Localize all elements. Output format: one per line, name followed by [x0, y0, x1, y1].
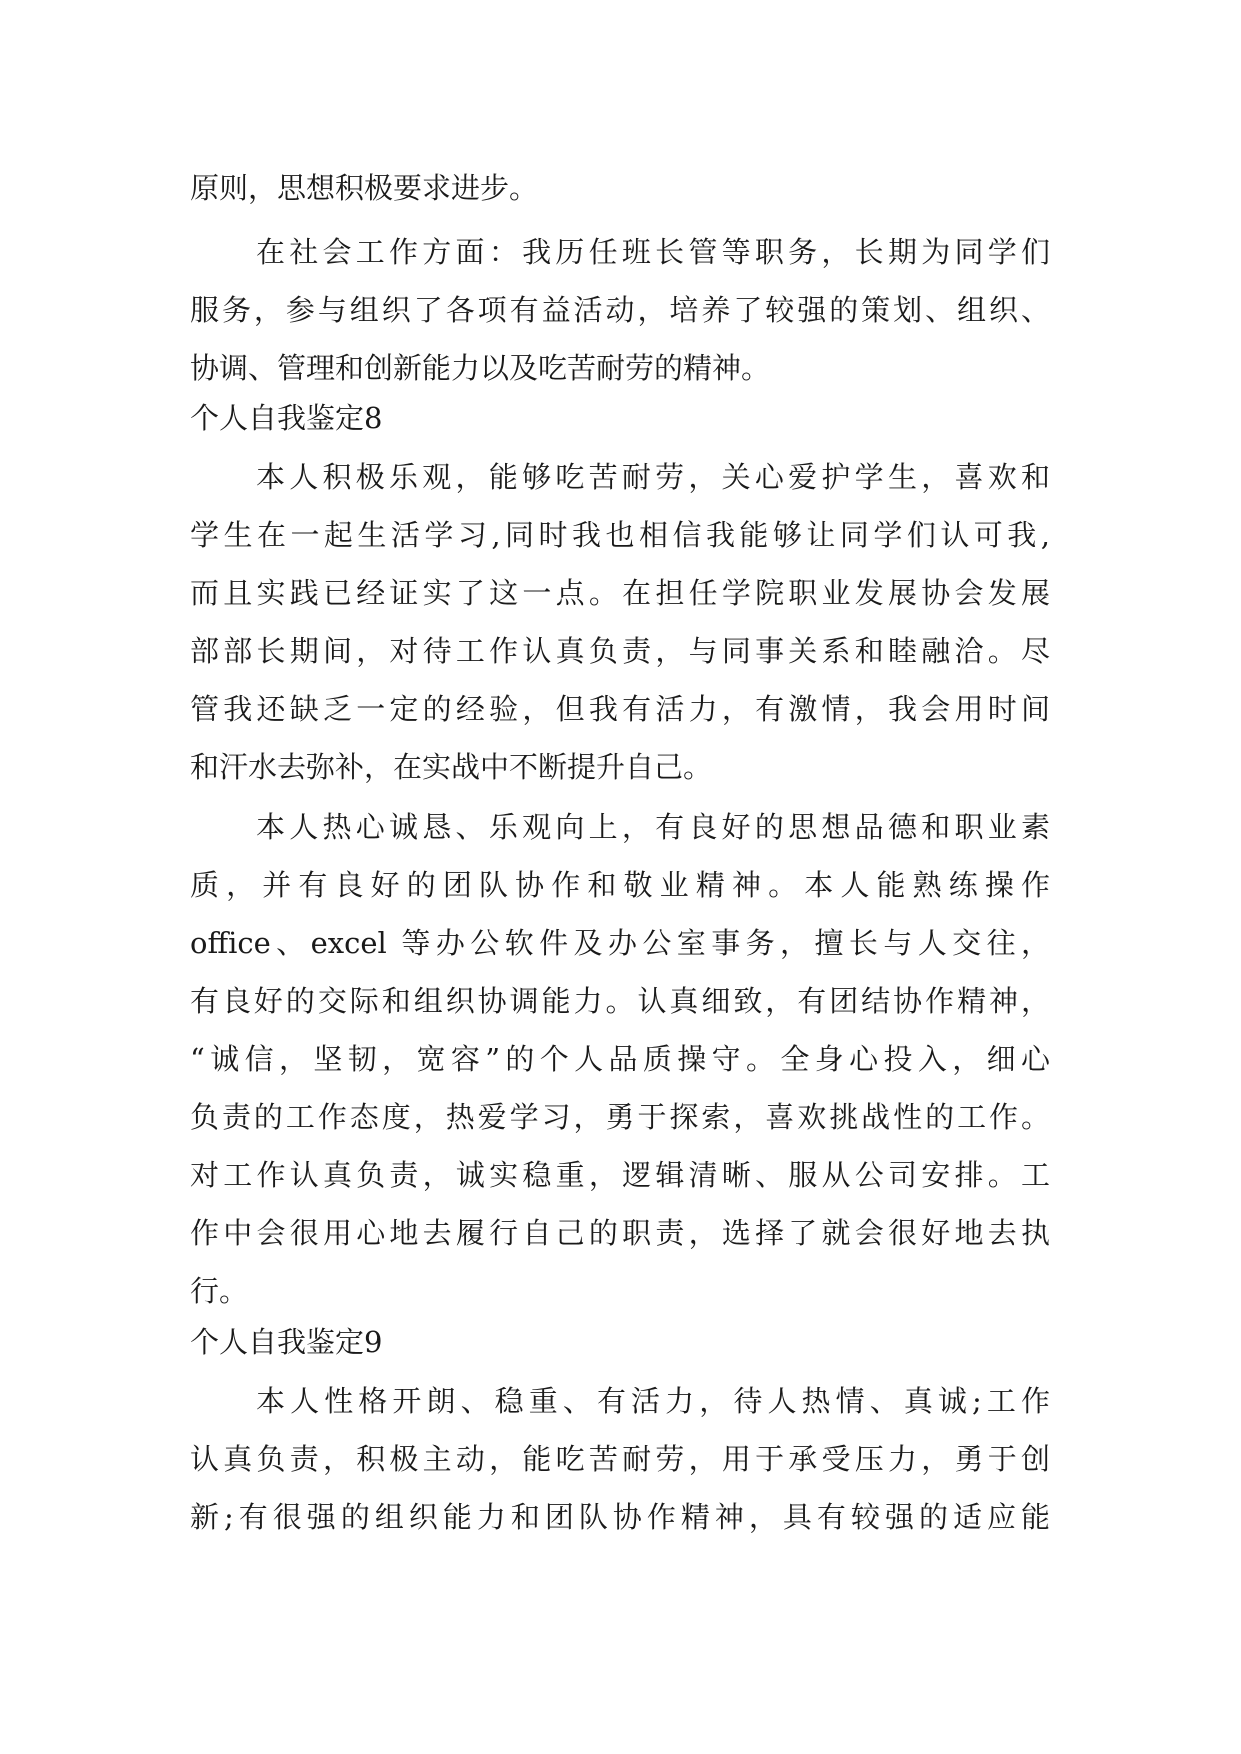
paragraph-line: 管我还缺乏一定的经验，但我有活力，有激情，我会用时间 [190, 692, 1050, 726]
paragraph-line: 协调、管理和创新能力以及吃苦耐劳的精神。 [190, 351, 771, 385]
section-heading: 个人自我鉴定9 [190, 1325, 383, 1359]
paragraph-line: 本人性格开朗、稳重、有活力，待人热情、真诚;工作 [256, 1384, 1050, 1418]
paragraph-line: 和汗水去弥补，在实战中不断提升自己。 [190, 750, 713, 784]
paragraph-line: 作中会很用心地去履行自己的职责，选择了就会很好地去执 [190, 1216, 1050, 1250]
paragraph-line: 对工作认真负责，诚实稳重，逻辑清晰、服从公司安排。工 [190, 1158, 1050, 1192]
paragraph-line: 行。 [190, 1274, 249, 1308]
section-heading: 个人自我鉴定8 [190, 401, 383, 435]
paragraph-line: 在社会工作方面：我历任班长管等职务，长期为同学们 [256, 235, 1050, 269]
paragraph-line: “诚信，坚韧，宽容”的个人品质操守。全身心投入，细心 [190, 1042, 1050, 1076]
paragraph-line: 本人热心诚恳、乐观向上，有良好的思想品德和职业素 [256, 810, 1050, 844]
paragraph-line: 学生在一起生活学习,同时我也相信我能够让同学们认可我, [190, 518, 1050, 552]
paragraph-line: 本人积极乐观，能够吃苦耐劳，关心爱护学生，喜欢和 [256, 460, 1050, 494]
paragraph-line: 认真负责，积极主动，能吃苦耐劳，用于承受压力，勇于创 [190, 1442, 1050, 1476]
paragraph-line: 有良好的交际和组织协调能力。认真细致，有团结协作精神， [190, 984, 1050, 1018]
paragraph-line: 而且实践已经证实了这一点。在担任学院职业发展协会发展 [190, 576, 1050, 610]
paragraph-line: 负责的工作态度，热爱学习，勇于探索，喜欢挑战性的工作。 [190, 1100, 1050, 1134]
paragraph-line: 质，并有良好的团队协作和敬业精神。本人能熟练操作 [190, 868, 1050, 902]
paragraph-line: 新;有很强的组织能力和团队协作精神，具有较强的适应能 [190, 1500, 1050, 1534]
paragraph-line: office、excel 等办公软件及办公室事务，擅长与人交往， [190, 926, 1050, 960]
paragraph-line: 服务，参与组织了各项有益活动，培养了较强的策划、组织、 [190, 293, 1050, 327]
paragraph-line: 部部长期间，对待工作认真负责，与同事关系和睦融洽。尽 [190, 634, 1050, 668]
paragraph-line: 原则，思想积极要求进步。 [190, 171, 539, 205]
